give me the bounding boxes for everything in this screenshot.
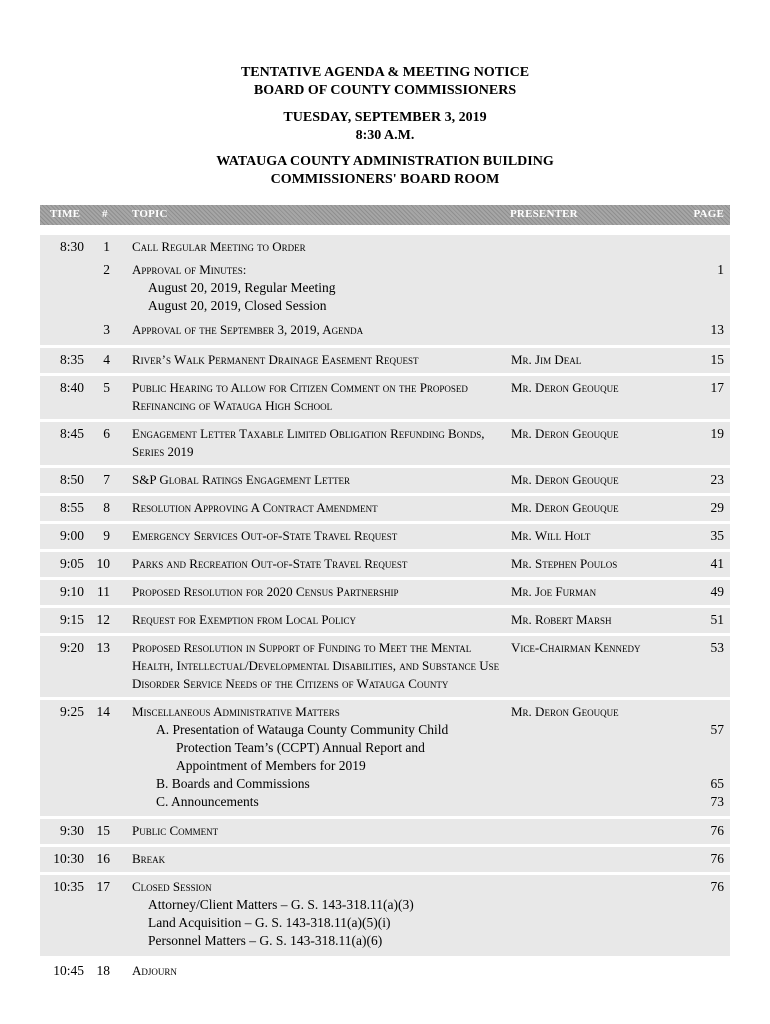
agenda-row: 9:10 11 Proposed Resolution for 2020 Census Partnership Mr. Joe Furman 49 [40, 580, 730, 605]
agenda-table [40, 235, 730, 987]
agenda-title: TENTATIVE AGENDA & MEETING NOTICE BOARD OF COUNTY COMMISSIONERS [240, 65, 530, 98]
column-header-time: TIME [50, 208, 81, 220]
sub-item-b: B. Boards and Commissions [156, 776, 310, 791]
agenda-row-closed-session: 10:35 17 Closed Session Attorney/Client Matters – G. S. 143-318.11(a)(3) Land Acquisition – G. S. 143-318.11(a)(5)(i) Personnel Matters – G. S. 143-318.11(a)(6) 76 [40, 875, 730, 956]
agenda-row: 10:30 16 Break 76 [40, 847, 730, 872]
agenda-row: 9:00 9 Emergency Services Out-of-State Travel Request Mr. Will Holt 35 [40, 524, 730, 549]
column-header-topic: TOPIC [132, 208, 168, 220]
agenda-row: 9:15 12 Request for Exemption from Local Policy Mr. Robert Marsh 51 [40, 608, 730, 633]
agenda-row: 8:30 1 Call Regular Meeting to Order [59, 239, 306, 254]
column-header-number: # [102, 208, 108, 220]
agenda-row: 3 Approval of the September 3, 2019, Agenda 13 [103, 322, 724, 337]
meeting-location: WATAUGA COUNTY ADMINISTRATION BUILDING COMMISSIONERS' BOARD ROOM [216, 154, 554, 187]
column-header-page: PAGE [693, 208, 724, 220]
agenda-row: 9:05 10 Parks and Recreation Out-of-State Travel Request Mr. Stephen Poulos 41 [40, 552, 730, 577]
sub-item-c: C. Announcements [156, 794, 259, 809]
agenda-row: 2 Approval of Minutes: August 20, 2019, Regular Meeting August 20, 2019, Closed Session 1 [103, 262, 724, 313]
agenda-row: 9:20 13 Proposed Resolution in Support of Funding to Meet the Mental Health, Intellectual/Developmental Disabilities, and Substance Use Disorder Service Needs of the Citizens of Watauga County Vice-Chairman Kennedy 53 [40, 636, 730, 697]
meeting-datetime: TUESDAY, SEPTEMBER 3, 2019 8:30 A.M. [283, 110, 487, 143]
agenda-row: 8:35 4 River’s Walk Permanent Drainage Easement Request Mr. Jim Deal 15 [40, 348, 730, 373]
table-header [40, 205, 730, 225]
agenda-row: 10:45 18 Adjourn [40, 959, 730, 984]
agenda-row: 8:55 8 Resolution Approving A Contract Amendment Mr. Deron Geouque 29 [40, 496, 730, 521]
sub-item-a: A. Presentation of Watauga County Community Child Protection Team’s (CCPT) Annual Report and Appointment of Members for 2019 [156, 722, 449, 773]
agenda-row: 9:30 15 Public Comment 76 [40, 819, 730, 844]
column-header-presenter: PRESENTER [510, 208, 578, 220]
agenda-row: 8:50 7 S&P Global Ratings Engagement Letter Mr. Deron Geouque 23 [40, 468, 730, 493]
agenda-row-miscellaneous: 9:25 14 Miscellaneous Administrative Matters Mr. Deron Geouque A. Presentation of Watauga County Community Child Protection Team’s (CCPT) Annual Report and Appointment of Members for 2019 B. Boards and Commissions C. Announcements 57 65 73 [40, 700, 730, 816]
agenda-block-opening [40, 235, 730, 345]
agenda-row: 8:40 5 Public Hearing to Allow for Citizen Comment on the Proposed Refinancing of Watauga High School Mr. Deron Geouque 17 [40, 376, 730, 419]
agenda-row: 8:45 6 Engagement Letter Taxable Limited Obligation Refunding Bonds, Series 2019 Mr. Deron Geouque 19 [40, 422, 730, 465]
